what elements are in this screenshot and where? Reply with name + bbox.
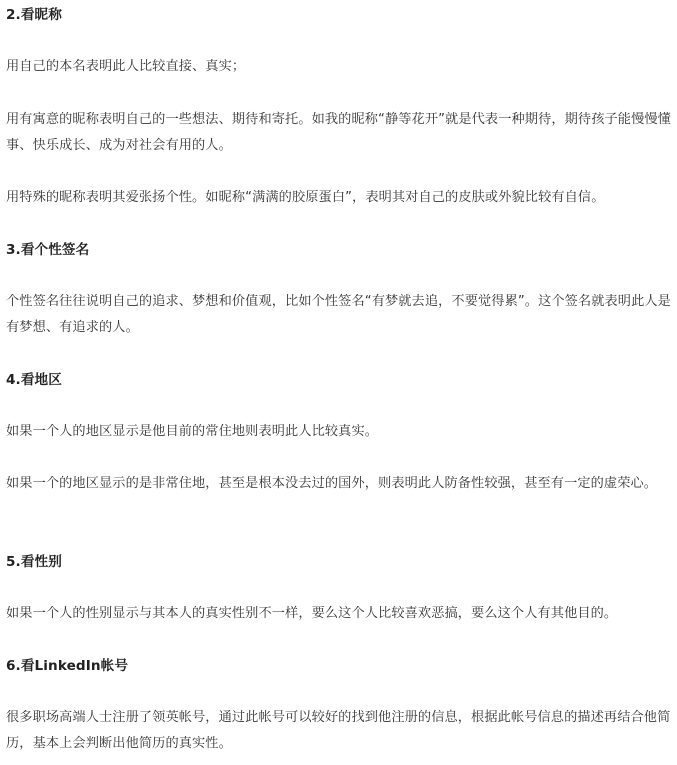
section-heading-gender: 5.看性别 (6, 554, 62, 570)
section-heading-signature: 3.看个性签名 (6, 242, 90, 258)
paragraph: 如果一个人的性别显示与其本人的真实性别不一样，要么这个人比较喜欢恶搞，要么这个人有其他目的。 (6, 606, 618, 621)
paragraph: 用自己的本名表明此人比较直接、真实； (6, 59, 246, 74)
paragraph: 用特殊的昵称表明其爱张扬个性。如昵称“满满的胶原蛋白”，表明其对自己的皮肤或外貌比较有自信。 (6, 190, 605, 205)
paragraph: 个性签名往往说明自己的追求、梦想和价值观，比如个性签名“有梦就去追，不要觉得累”。这个签名就表明此人是有梦想、有追求的人。 (6, 294, 671, 335)
paragraph: 很多职场高端人士注册了领英帐号，通过此帐号可以较好的找到他注册的信息，根据此帐号信息的描述再结合他简历，基本上会判断出他简历的真实性。 (6, 710, 671, 751)
paragraph: 用有寓意的昵称表明自己的一些想法、期待和寄托。如我的昵称“静等花开”就是代表一种期待，期待孩子能慢慢懂事、快乐成长、成为对社会有用的人。 (6, 112, 671, 153)
paragraph: 如果一个的地区显示的是非常住地，甚至是根本没去过的国外，则表明此人防备性较强，甚至有一定的虚荣心。 (6, 476, 658, 491)
section-heading-linkedin: 6.看LinkedIn帐号 (6, 658, 129, 674)
paragraph: 如果一个人的地区显示是他目前的常住地则表明此人比较真实。 (6, 424, 379, 439)
section-heading-region: 4.看地区 (6, 372, 62, 388)
section-heading-nickname: 2.看昵称 (6, 7, 62, 23)
